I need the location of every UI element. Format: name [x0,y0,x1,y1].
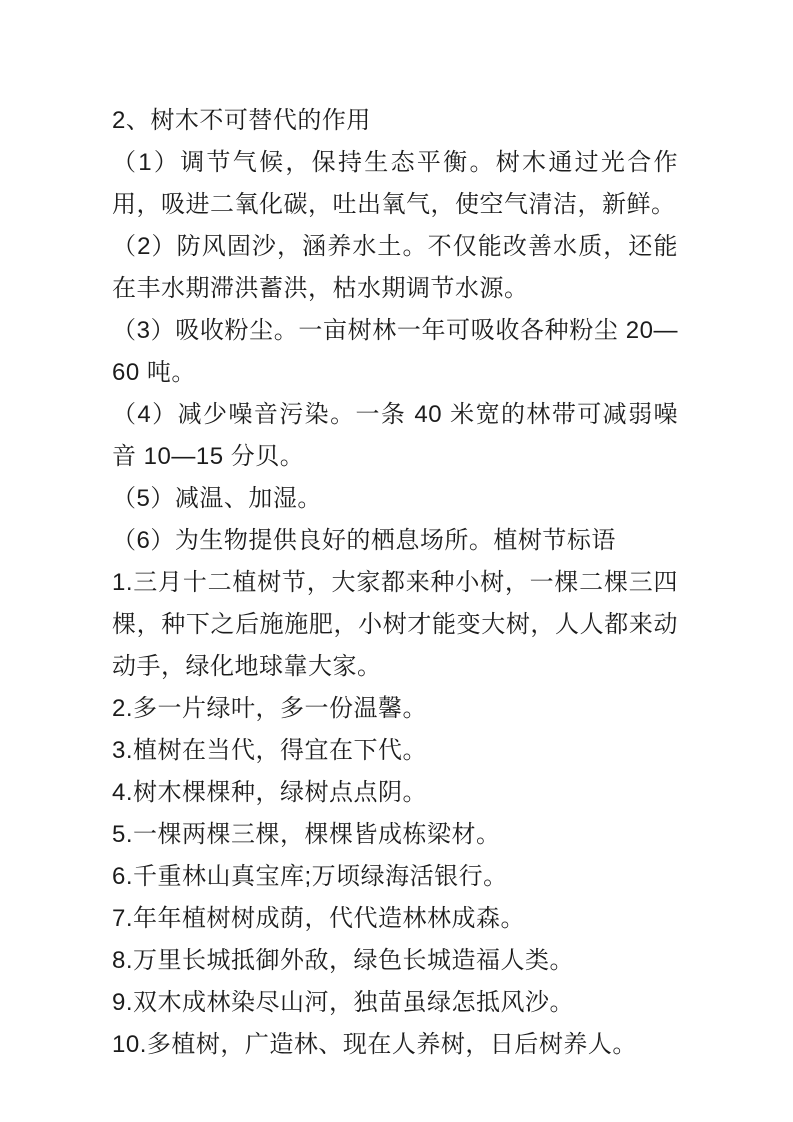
paragraph: 4.树木棵棵种，绿树点点阴。 [112,779,428,806]
paragraph: 8.万里长城抵御外敌，绿色长城造福人类。 [112,947,575,974]
paragraph: 5.一棵两棵三棵，棵棵皆成栋梁材。 [112,821,501,848]
paragraph: 7.年年植树树成荫，代代造林林成森。 [112,905,526,932]
paragraph: （1）调节气候，保持生态平衡。树木通过光合作用，吸进二氧化碳，吐出氧气，使空气清洁，新鲜。 [112,149,678,218]
paragraph: 9.双木成林染尽山河，独苗虽绿怎抵风沙。 [112,989,575,1016]
paragraph: （3）吸收粉尘。一亩树林一年可吸收各种粉尘 20—60 吨。 [112,317,678,386]
paragraph: （2）防风固沙，涵养水土。不仅能改善水质，还能在丰水期滞洪蓄洪，枯水期调节水源。 [112,233,678,302]
paragraph: （5）减温、加湿。 [112,485,322,512]
paragraph: 3.植树在当代，得宜在下代。 [112,737,428,764]
paragraph: 2、树木不可替代的作用 [112,107,371,134]
paragraph: 6.千重林山真宝库;万顷绿海活银行。 [112,863,508,890]
document-content [112,100,678,1066]
paragraph: 1.三月十二植树节，大家都来种小树，一棵二棵三四棵，种下之后施施肥，小树才能变大树，人人都来动动手，绿化地球靠大家。 [112,569,678,680]
paragraph: （6）为生物提供良好的栖息场所。植树节标语 [112,527,616,554]
paragraph: 10.多植树，广造林、现在人养树，日后树养人。 [112,1031,637,1058]
paragraph: （4）减少噪音污染。一条 40 米宽的林带可减弱噪音 10—15 分贝。 [112,401,678,470]
paragraph: 2.多一片绿叶，多一份温馨。 [112,695,428,722]
